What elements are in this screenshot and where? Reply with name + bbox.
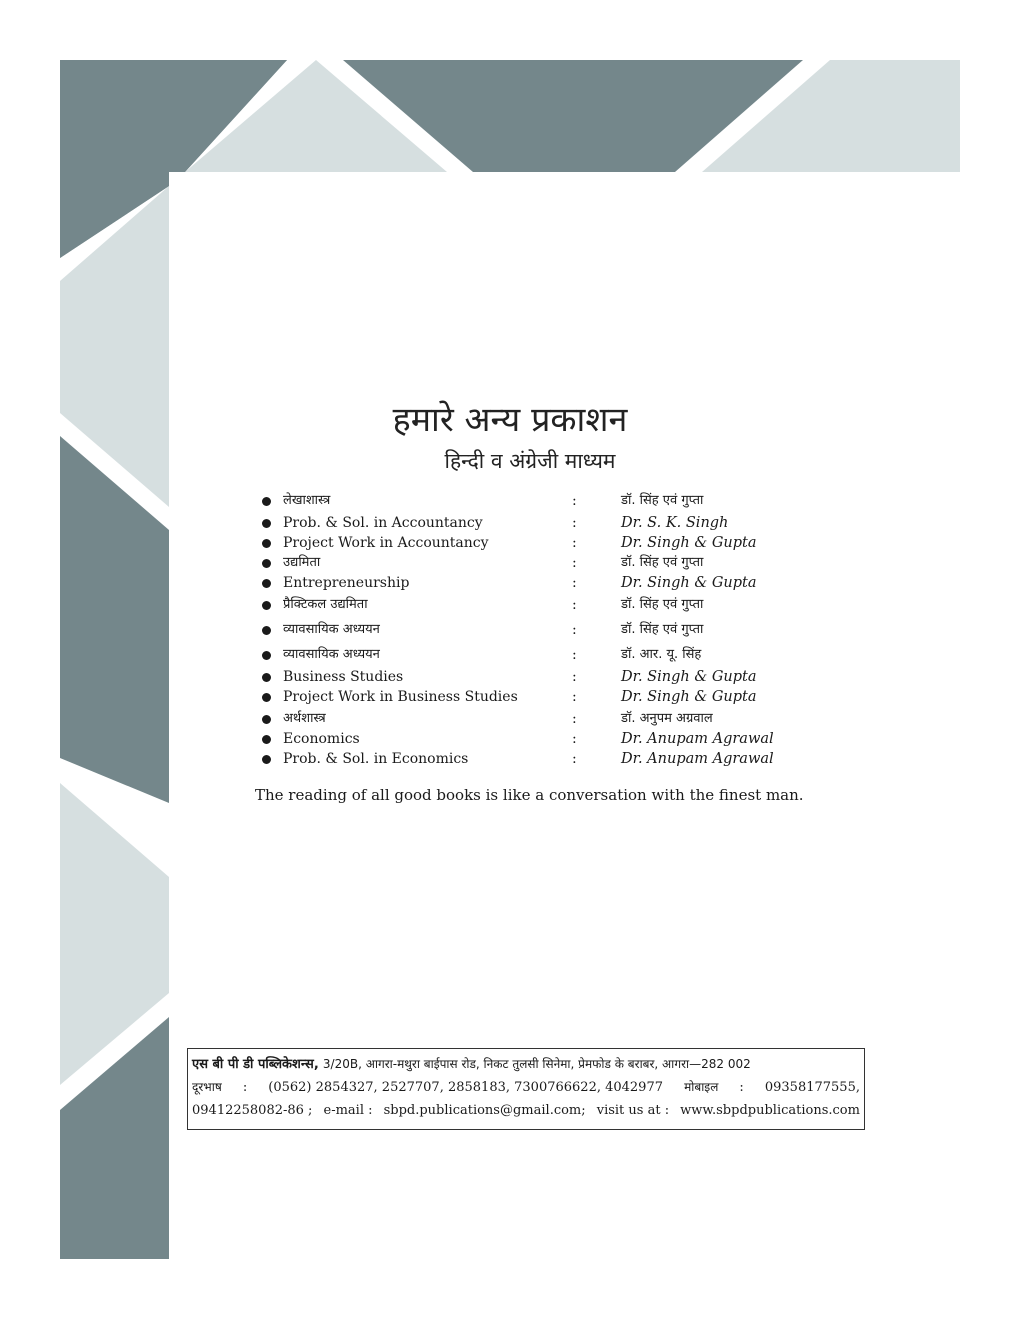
- separator: :: [572, 647, 577, 663]
- mobile-number-1: 09358177555,: [764, 1080, 860, 1095]
- list-item: [262, 749, 802, 769]
- separator: :: [572, 555, 577, 571]
- book-title: Prob. & Sol. in Economics: [283, 751, 469, 767]
- list-item: [262, 709, 802, 729]
- publisher-contact-line: [192, 1099, 860, 1122]
- separator: :: [572, 669, 577, 685]
- book-author: Dr. Singh & Gupta: [621, 669, 757, 685]
- bullet-icon: [262, 651, 271, 660]
- website-link[interactable]: www.sbpdpublications.com: [680, 1103, 860, 1118]
- separator: :: [572, 515, 577, 531]
- mobile-separator: :: [739, 1080, 744, 1095]
- mobile-number-2: 09412258082-86 ;: [192, 1103, 313, 1118]
- book-title: Economics: [283, 731, 360, 747]
- bullet-icon: [262, 673, 271, 682]
- publisher-phone-line: [192, 1076, 860, 1099]
- list-item: [262, 513, 802, 533]
- bullet-icon: [262, 559, 271, 568]
- book-author: डॉ. अनुपम अग्रवाल: [621, 711, 713, 726]
- separator: :: [572, 493, 577, 509]
- book-title: व्यावसायिक अध्ययन: [283, 647, 380, 662]
- list-item: [262, 667, 802, 687]
- phone-label: दूरभाष: [192, 1080, 222, 1094]
- book-title: प्रैक्टिकल उद्यमिता: [283, 597, 368, 612]
- separator: :: [572, 711, 577, 727]
- bullet-icon: [262, 579, 271, 588]
- list-item: [262, 573, 802, 595]
- bullet-icon: [262, 601, 271, 610]
- list-item: [262, 595, 802, 620]
- bullet-icon: [262, 755, 271, 764]
- book-title: व्यावसायिक अध्ययन: [283, 622, 380, 637]
- separator: :: [572, 751, 577, 767]
- publisher-address-line: [192, 1053, 860, 1076]
- book-title: उद्यमिता: [283, 555, 321, 570]
- separator: :: [572, 575, 577, 591]
- book-author: Dr. S. K. Singh: [621, 515, 729, 531]
- book-author: डॉ. सिंह एवं गुप्ता: [621, 555, 704, 570]
- book-author: डॉ. सिंह एवं गुप्ता: [621, 493, 704, 508]
- book-title: Entrepreneurship: [283, 575, 410, 591]
- book-title: Project Work in Business Studies: [283, 689, 518, 705]
- website-label: visit us at :: [596, 1103, 670, 1118]
- book-title: लेखाशास्त्र: [283, 493, 331, 508]
- book-title: Prob. & Sol. in Accountancy: [283, 515, 483, 531]
- email-label: e-mail :: [323, 1103, 373, 1118]
- separator: :: [572, 622, 577, 638]
- bullet-icon: [262, 735, 271, 744]
- list-item: [262, 553, 802, 573]
- publisher-address: 3/20B, आगरा-मथुरा बाईपास रोड, निकट तुलसी सिनेमा, प्रेमफोड के बराबर, आगरा—282 002: [322, 1057, 751, 1071]
- separator: :: [572, 731, 577, 747]
- publisher-info-box: [187, 1048, 865, 1130]
- list-item: [262, 645, 802, 667]
- list-item: [262, 533, 802, 553]
- book-author: डॉ. आर. यू. सिंह: [621, 647, 702, 662]
- book-title: Project Work in Accountancy: [283, 535, 489, 551]
- book-author: Dr. Singh & Gupta: [621, 575, 757, 591]
- list-item: [262, 687, 802, 709]
- book-author: डॉ. सिंह एवं गुप्ता: [621, 622, 704, 637]
- bullet-icon: [262, 715, 271, 724]
- page-subtitle: हिन्दी व अंग्रेजी माध्यम: [444, 449, 616, 473]
- bullet-icon: [262, 497, 271, 506]
- separator: :: [572, 689, 577, 705]
- quote-text: The reading of all good books is like a conversation with the finest man.: [255, 786, 804, 804]
- list-item: [262, 729, 802, 749]
- email-link[interactable]: sbpd.publications@gmail.com;: [383, 1103, 586, 1118]
- book-title: Business Studies: [283, 669, 404, 685]
- separator: :: [572, 535, 577, 551]
- book-author: Dr. Singh & Gupta: [621, 689, 757, 705]
- bullet-icon: [262, 693, 271, 702]
- book-author: Dr. Anupam Agrawal: [621, 731, 774, 747]
- phone-numbers: (0562) 2854327, 2527707, 2858183, 7300766622, 4042977: [268, 1080, 663, 1095]
- publication-list: [262, 491, 802, 769]
- phone-separator: :: [242, 1080, 248, 1095]
- book-title: अर्थशास्त्र: [283, 711, 326, 726]
- mobile-label: मोबाइल: [684, 1080, 719, 1094]
- list-item: [262, 491, 802, 513]
- book-author: Dr. Anupam Agrawal: [621, 751, 774, 767]
- publisher-name: एस बी पी डी पब्लिकेशन्स,: [192, 1057, 319, 1072]
- bullet-icon: [262, 539, 271, 548]
- list-item: [262, 620, 802, 645]
- separator: :: [572, 597, 577, 613]
- book-author: डॉ. सिंह एवं गुप्ता: [621, 597, 704, 612]
- bullet-icon: [262, 519, 271, 528]
- book-author: Dr. Singh & Gupta: [621, 535, 757, 551]
- bullet-icon: [262, 626, 271, 635]
- page-title: हमारे अन्य प्रकाशन: [392, 400, 628, 440]
